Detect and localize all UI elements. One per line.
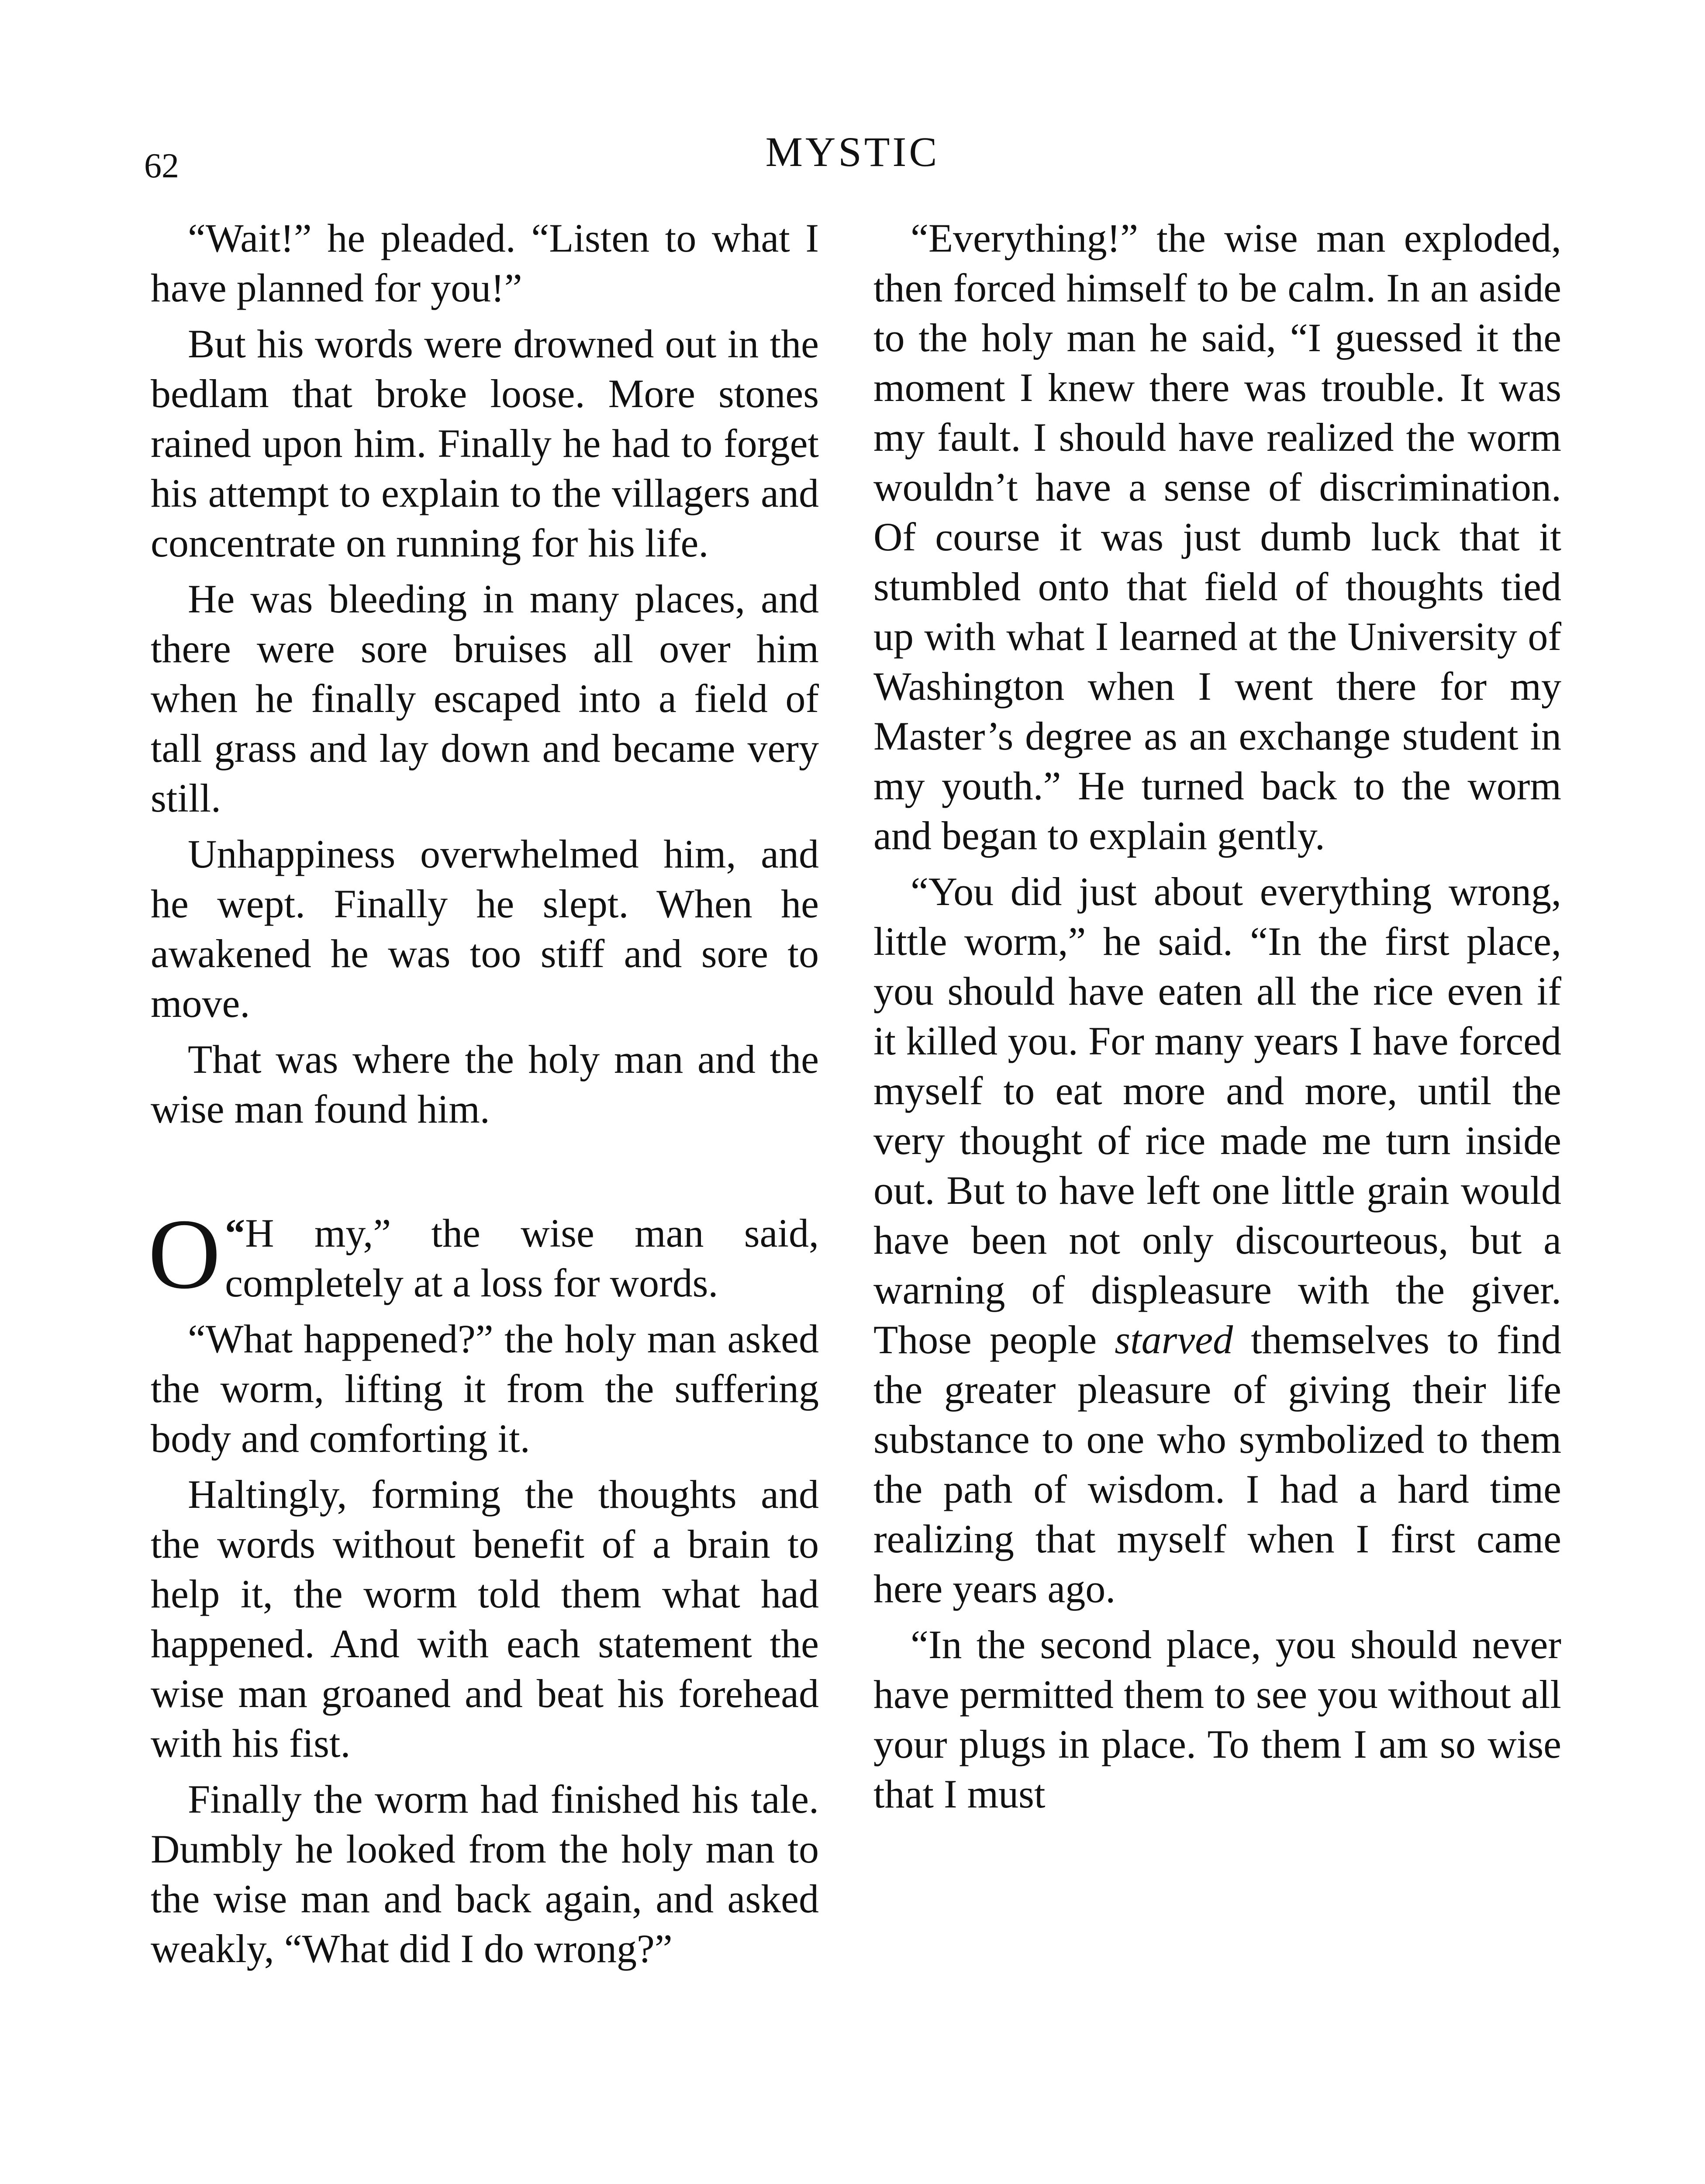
right-column <box>873 213 1561 1819</box>
paragraph: Haltingly, forming the thoughts and the words without benefit of a brain to help it, the worm told them what had happened. And with each statement the wise man groaned and beat his forehead with his fist. <box>151 1472 819 1766</box>
paragraph: Unhappiness overwhelmed him, and he wept. Finally he slept. When he awakened he was too stiff and sore to move. <box>151 832 819 1026</box>
paragraph: “Wait!” he pleaded. “Listen to what I have planned for you!” <box>151 216 819 310</box>
paragraph: Finally the worm had finished his tale. Dumbly he looked from the holy man to the wise man and back again, and asked weakly, “What did I do wrong?” <box>151 1777 819 1971</box>
paragraph: But his words were drowned out in the bedlam that broke loose. More stones rained upon him. Finally he had to forget his attempt to explain to the villagers and concentrate on running for his life. <box>151 321 819 565</box>
paragraph: “In the second place, you should never have permitted them to see you without all your plugs in place. To them I am so wise that I must <box>873 1622 1561 1816</box>
left-column <box>148 213 819 1973</box>
paragraph-text: “You did just about everything wrong, little worm,” he said. “In the first place, you should have eaten all the rice even if it killed you. For many years I have forced myself to eat more and more, until the very thought of rice made me turn inside out. But to have left one little grain would have been not only discourteous, but a warning of displeasure with the giver. Those people <box>873 869 1561 1362</box>
paragraph-text: themselves to find the greater pleasure of giving their life substance to one who symbolized to them the path of wisdom. I had a hard time realizing that myself when I first came here years ago. <box>873 1317 1561 1611</box>
paragraph: He was bleeding in many places, and there were sore bruises all over him when he finally escaped into a field of tall grass and lay down and became very still. <box>151 577 819 820</box>
drop-cap-paragraph <box>148 1198 819 1310</box>
paragraph <box>873 867 1561 1614</box>
italic-word: starved <box>1115 1317 1233 1362</box>
paragraph: “Everything!” the wise man exploded, then forced himself to be calm. In an aside to the holy man he said, “I guessed it the moment I knew there was trouble. It was my fault. I should have realized the worm wouldn’t have a sense of discrimination. Of course it was just dumb luck that it stumbled onto that field of thoughts tied up with what I learned at the University of Washington when I went there for my Master’s degree as an exchange student in my youth.” He turned back to the worm and began to explain gently. <box>873 216 1561 858</box>
drop-cap-letter: O <box>148 1198 221 1310</box>
paragraph: That was where the holy man and the wise man found him. <box>151 1037 819 1131</box>
page-number: 62 <box>144 147 179 185</box>
paragraph: “What happened?” the holy man asked the worm, lifting it from the suffering body and comforting it. <box>151 1317 819 1461</box>
drop-cap-quote: “ <box>225 1211 245 1255</box>
drop-cap-text: H my,” the wise man said, completely at a loss for words. <box>225 1211 819 1305</box>
running-head: MYSTIC <box>765 128 940 175</box>
